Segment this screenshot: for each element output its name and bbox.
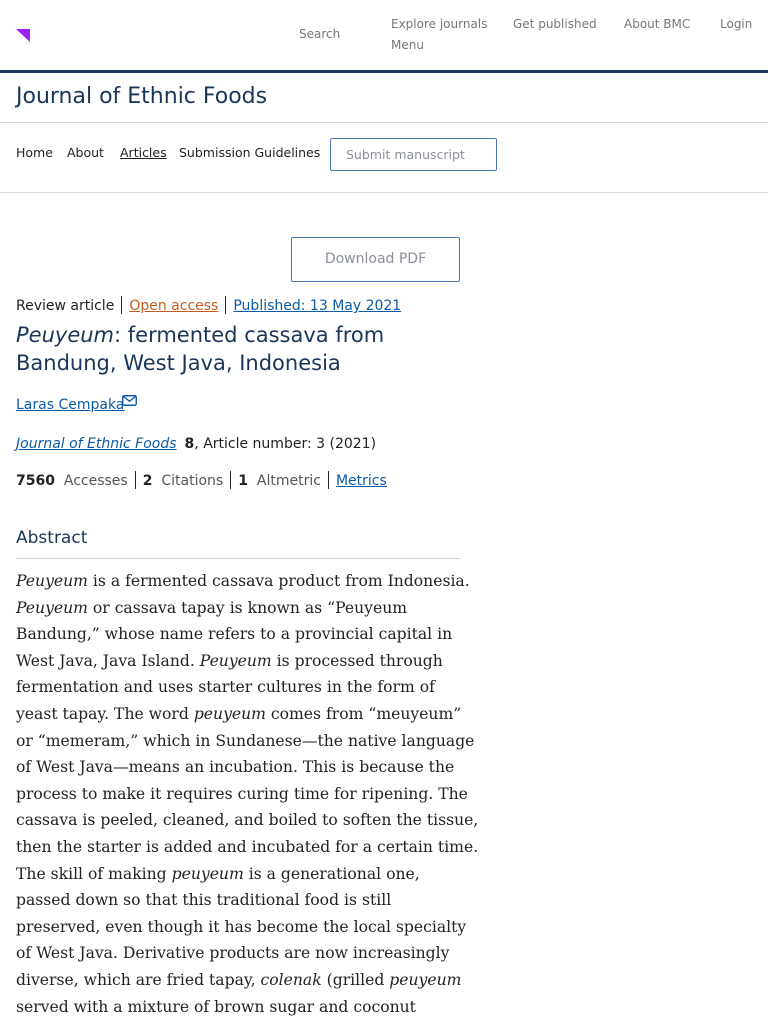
abstract-text-run: or “memeram,” which in Sundanese—the native language: [16, 731, 475, 750]
abstract-text-run: of West Java. Derivative products are now increasingly: [16, 944, 450, 963]
citations-count: 2: [142, 473, 153, 489]
abstract-line: [16, 595, 466, 622]
login-link[interactable]: Login: [720, 17, 753, 31]
article-title-rest: : fermented cassava from Bandung, West Java, Indonesia: [16, 323, 385, 375]
abstract-text-run: is a generational one,: [243, 864, 420, 883]
author-link[interactable]: Laras Cempaka: [16, 397, 125, 413]
nav-submission-guidelines[interactable]: Submission Guidelines: [179, 145, 321, 160]
nav-about[interactable]: About: [67, 145, 104, 160]
abstract-italic-term: peuyeum: [193, 704, 266, 723]
abstract-italic-term: colenak: [260, 970, 322, 989]
citation-line: [16, 436, 376, 452]
altmetric-count: 1: [238, 473, 248, 489]
abstract-line: [16, 781, 466, 808]
abstract-text-run: comes from “meuyeum”: [265, 704, 462, 723]
citation-rest: , Article number: 3 (2021): [194, 436, 377, 452]
abstract-line: [16, 754, 466, 781]
abstract-text-run: passed down so that this traditional food is still: [16, 891, 392, 910]
bmc-logo-icon[interactable]: [16, 29, 30, 42]
explore-journals-link[interactable]: Explore journals: [391, 17, 488, 31]
abstract-line: [16, 994, 466, 1021]
get-published-link[interactable]: Get published: [513, 17, 597, 31]
abstract-line: [16, 648, 466, 675]
article-meta: [16, 296, 401, 314]
volume-number: 8: [184, 436, 195, 452]
abstract-line: [16, 887, 466, 914]
nav-home[interactable]: Home: [16, 145, 53, 160]
topbar-divider: [0, 70, 768, 73]
abstract-line: [16, 861, 466, 888]
abstract-text: [16, 568, 479, 1020]
accesses-label: Accesses: [63, 473, 128, 489]
nav-divider: [0, 192, 768, 193]
abstract-italic-term: peuyeum: [171, 864, 244, 883]
abstract-line: [16, 914, 466, 941]
abstract-italic-term: Peuyeum: [16, 572, 88, 590]
abstract-line: [16, 967, 466, 994]
altmetric-label: Altmetric: [256, 473, 321, 489]
published-date-link[interactable]: Published: 13 May 2021: [233, 298, 402, 314]
metrics-separator: [135, 471, 136, 489]
about-bmc-link[interactable]: About BMC: [624, 17, 691, 31]
journal-link[interactable]: Journal of Ethnic Foods: [16, 436, 177, 452]
abstract-text-run: fermentation and uses starter cultures in the form of: [16, 678, 435, 697]
top-bar: [0, 0, 768, 70]
metrics-separator: [328, 471, 329, 489]
abstract-line: [16, 807, 479, 834]
abstract-text-run: The skill of making: [16, 864, 172, 883]
abstract-text-run: then the starter is added and incubated for a certain time.: [16, 837, 479, 856]
open-access-link[interactable]: Open access: [129, 298, 219, 314]
abstract-line: [16, 940, 466, 967]
abstract-text-run: Bandung,” whose name refers to a provincial capital in: [16, 625, 453, 644]
meta-separator: [225, 296, 226, 314]
metrics-bar: [16, 471, 387, 489]
email-icon[interactable]: [122, 395, 137, 406]
abstract-line: [16, 674, 466, 701]
nav-articles[interactable]: Articles: [120, 145, 167, 160]
abstract-line: [16, 568, 470, 595]
abstract-line: [16, 701, 466, 728]
abstract-line: [16, 621, 466, 648]
abstract-text-run: process to make it requires curing time for ripening. The: [16, 784, 468, 803]
abstract-text-run: is a fermented cassava product from Indonesia.: [87, 572, 470, 590]
header-divider: [0, 122, 768, 123]
download-pdf-button[interactable]: Download PDF: [291, 237, 460, 282]
metrics-link[interactable]: Metrics: [335, 473, 387, 489]
menu-link[interactable]: Menu: [391, 38, 424, 52]
abstract-text-run: (grilled: [321, 970, 390, 989]
submit-manuscript-button[interactable]: Submit manuscript: [330, 138, 497, 171]
abstract-italic-term: Peuyeum: [199, 651, 272, 670]
article-type: Review article: [16, 298, 115, 314]
abstract-text-run: of West Java—means an incubation. This is because the: [16, 758, 455, 777]
abstract-text-run: yeast tapay. The word: [16, 704, 194, 723]
abstract-text-run: diverse, which are fried tapay,: [16, 970, 261, 989]
abstract-text-run: is processed through: [271, 651, 443, 670]
abstract-divider: [16, 558, 460, 559]
article-title: [16, 321, 456, 377]
abstract-heading: Abstract: [16, 528, 88, 548]
meta-separator: [121, 296, 122, 314]
metrics-separator: [230, 471, 231, 489]
abstract-italic-term: Peuyeum: [16, 598, 88, 617]
accesses-count: 7560: [16, 473, 55, 489]
abstract-line: [16, 834, 479, 861]
abstract-text-run: or cassava tapay is known as “Peuyeum: [87, 598, 408, 617]
abstract-text-run: served with a mixture of brown sugar and coconut: [16, 997, 416, 1016]
abstract-italic-term: peuyeum: [389, 970, 462, 989]
abstract-text-run: preserved, even though it has become the local specialty: [16, 917, 467, 936]
journal-title[interactable]: Journal of Ethnic Foods: [16, 84, 268, 109]
abstract-text-run: West Java, Java Island.: [16, 651, 200, 670]
article-title-italic: Peuyeum: [16, 323, 115, 347]
abstract-text-run: cassava is peeled, cleaned, and boiled to soften the tissue,: [16, 811, 479, 830]
top-search-link[interactable]: Search: [299, 27, 341, 41]
abstract-line: [16, 728, 475, 755]
citations-label: Citations: [161, 473, 224, 489]
